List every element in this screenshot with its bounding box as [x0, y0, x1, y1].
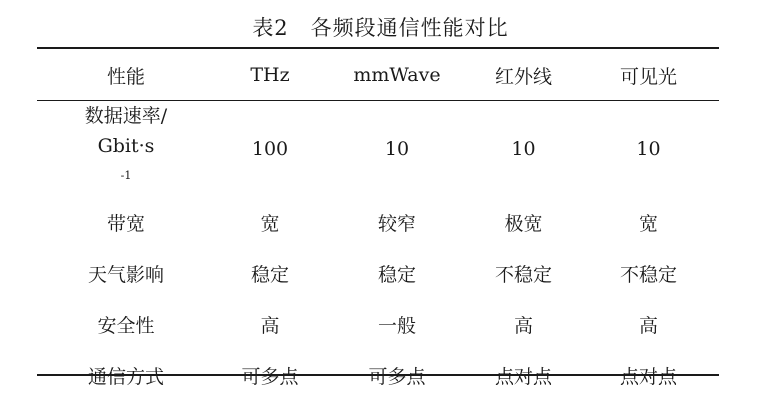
table-cell: 一般 [377, 315, 416, 337]
table-cell: 不稳定 [494, 264, 552, 286]
table-cell: 稳定 [250, 264, 289, 286]
table-row-comm-mode [37, 350, 719, 401]
data-rate-unit-exponent: -1 [120, 169, 132, 182]
table-cell: 点对点 [494, 366, 552, 388]
data-rate-label-line2: Gbit·s [97, 135, 155, 157]
header-cell-visible-light: 可见光 [619, 65, 677, 88]
row-label: 天气影响 [87, 264, 164, 286]
header-cell-mmwave: mmWave [353, 64, 441, 86]
header-row [37, 49, 719, 101]
table-row-weather [37, 248, 719, 299]
table-cell: 极宽 [504, 213, 543, 235]
table-cell: 不稳定 [619, 264, 677, 286]
table-cell: 稳定 [377, 264, 416, 286]
comparison-table [37, 49, 719, 401]
table-cell: 可多点 [241, 366, 299, 388]
table-cell: 宽 [638, 213, 658, 235]
table-cell: 10 [511, 138, 536, 160]
table-cell: 较窄 [377, 213, 416, 235]
header-cell-infrared: 红外线 [494, 65, 552, 88]
table-cell: 10 [384, 138, 410, 160]
table-cell: 高 [638, 315, 658, 337]
table-caption: 表2 各频段通信性能对比 [252, 16, 509, 40]
row-label-data-rate [37, 101, 215, 197]
header-cell-property: 性能 [106, 65, 145, 88]
table-cell: 可多点 [368, 366, 426, 388]
row-label: 安全性 [97, 315, 155, 337]
table-cell: 宽 [260, 213, 280, 235]
table-row-bandwidth [37, 197, 719, 248]
data-rate-label-line1: 数据速率/ [84, 105, 168, 127]
table-cell: 点对点 [619, 366, 677, 388]
table-cell: 10 [636, 138, 661, 160]
header-cell-thz: THz [250, 64, 290, 86]
table-row-data-rate [37, 101, 719, 197]
table-cell: 100 [251, 138, 289, 160]
table-cell: 高 [260, 315, 280, 337]
row-label: 带宽 [106, 213, 145, 235]
table-cell: 高 [513, 315, 533, 337]
row-label: 通信方式 [87, 366, 164, 388]
table-row-security [37, 299, 719, 350]
